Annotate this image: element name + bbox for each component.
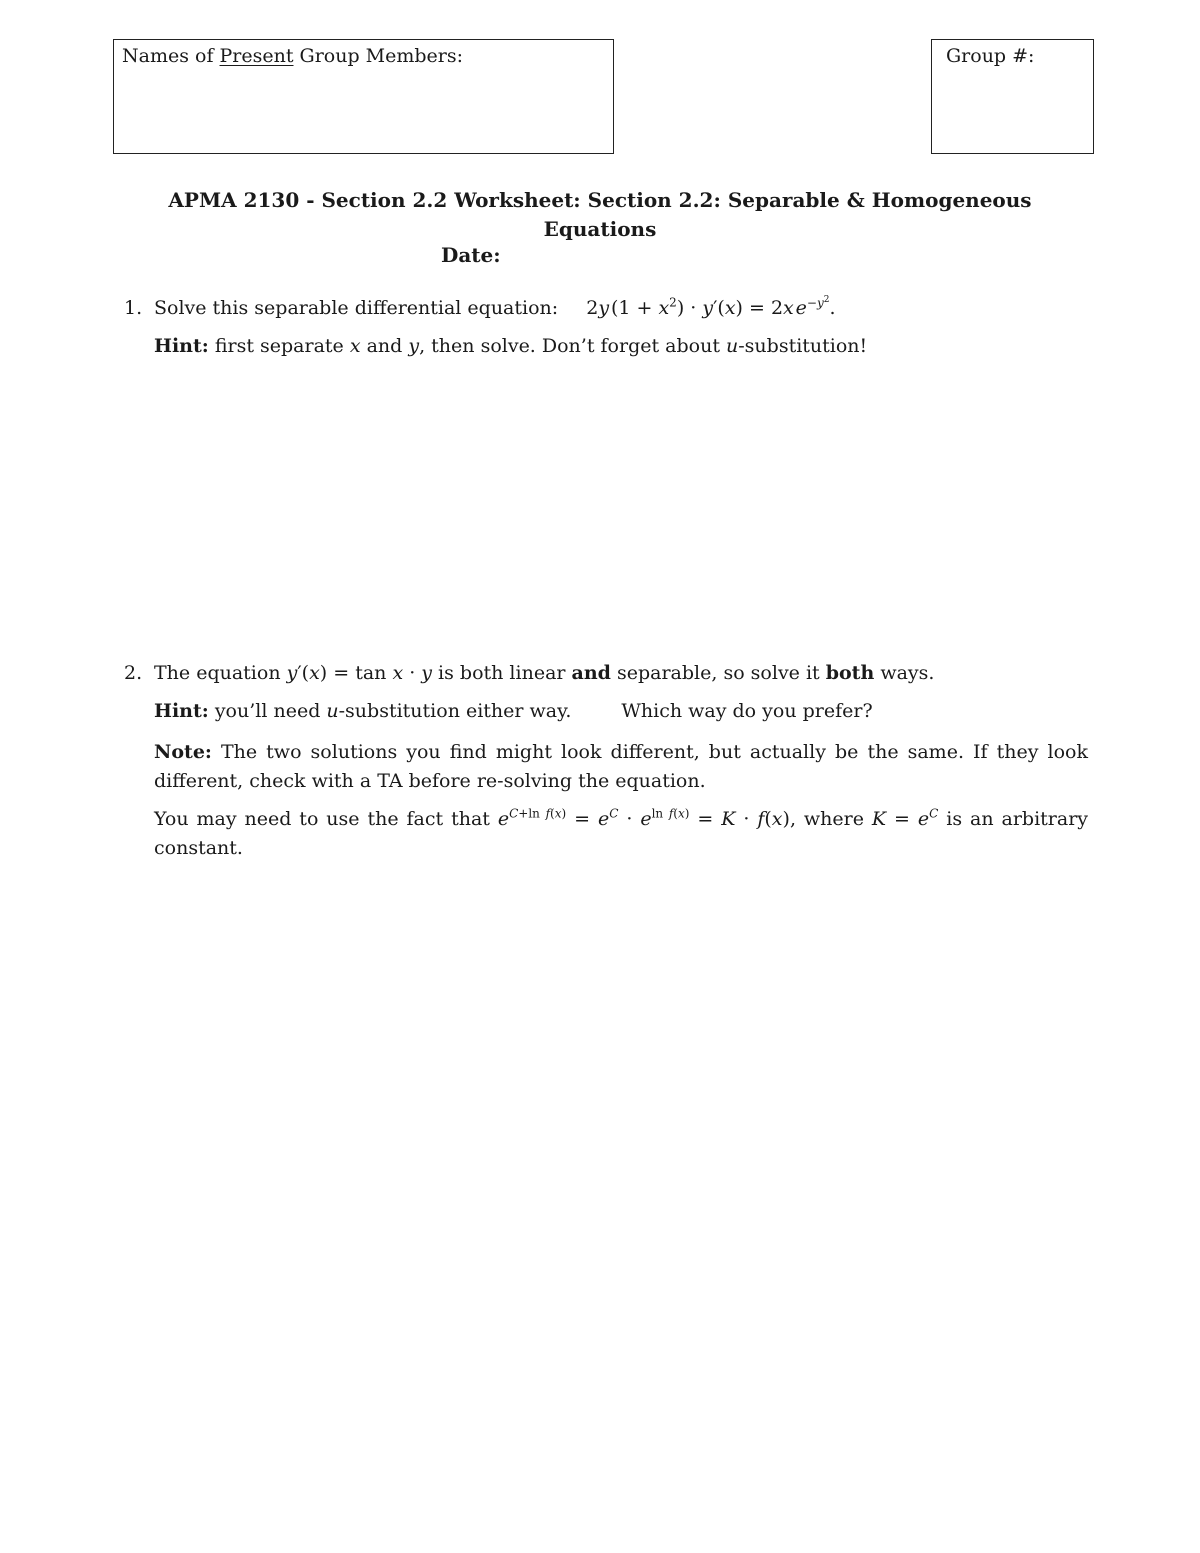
date-label: Date: <box>441 243 501 267</box>
group-number-label: Group #: <box>946 45 1035 67</box>
group-members-box[interactable] <box>113 39 614 154</box>
constant-definition: $K = e^C$ <box>871 806 939 830</box>
problem-number: 2. <box>124 662 143 684</box>
problem-2-note: Note: The two solutions you find might look different, but actually be the same. If they look different, check with a TA before re-solving the equation. <box>154 741 1088 792</box>
problem-1-hint: Hint: first separate x and y, then solve. Don’t forget about u-substitution! <box>154 335 868 357</box>
problem-2-fact: You may need to use the fact that $e^{C+ln f(x)} = e^C \cdot e^{ln f(x)} = K \cdot f(x)$, where $K = e^C$ is an arbitrary constant. <box>154 806 1089 859</box>
worksheet-title <box>120 186 1080 244</box>
problem-2-equation: y′(x) = tan x · y <box>286 662 433 684</box>
group-number-box[interactable] <box>931 39 1094 154</box>
group-members-label: Names of Present Group Members: <box>122 45 464 67</box>
exponent-identity: $e^{C+ln f(x)} = e^C \cdot e^{ln f(x)} = K \cdot f(x)$ <box>497 806 790 830</box>
problem-1-equation: 2y $(1 + x^2) \cdot y'(x) = 2x$ $e^{-y^2}$. <box>586 294 836 319</box>
title-line-2: Equations <box>543 217 657 241</box>
title-line-1: APMA 2130 - Section 2.2 Worksheet: Section 2.2: Separable & Homogeneous <box>168 188 1032 212</box>
problem-2-hint: Hint: you’ll need u-substitution either way. Which way do you prefer? <box>154 700 873 722</box>
problem-2-statement: The equation y′(x) = tan x · y is both linear and separable, so solve it both ways. <box>154 662 935 684</box>
problem-1-statement: Solve this separable differential equation: 2y $(1 + x^2) \cdot y'(x) = 2x$ $e^{-y^2}$. <box>154 294 836 319</box>
problem-number: 1. <box>124 297 143 319</box>
